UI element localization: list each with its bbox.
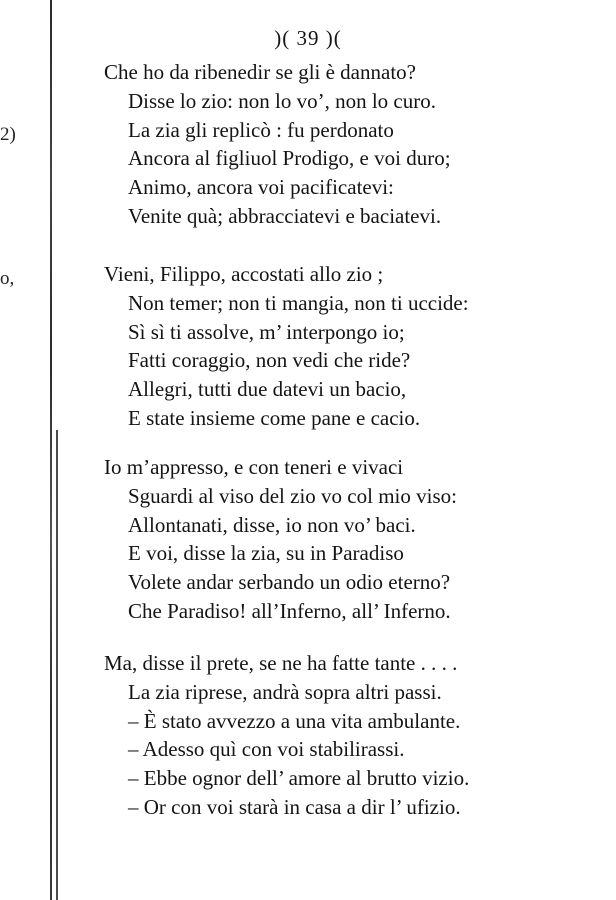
verse-line: Venite quà; abbracciatevi e baciatevi. [128,203,442,228]
verse-line: Io m’appresso, e con teneri e vivaci [104,455,404,479]
verse-line: La zia riprese, andrà sopra altri passi. [128,679,442,704]
page-number-header: )( 39 )( [274,26,342,50]
verse-line: Che Paradiso! all’Inferno, all’ Inferno. [128,598,451,623]
verse-line: Ancora al figliuol Prodigo, e voi duro; [128,146,451,171]
verse-line: Fatti coraggio, non vedi che ride? [128,348,411,373]
verse-line: Allontanati, disse, io non vo’ baci. [128,512,416,537]
verse-line: Animo, ancora voi pacificatevi: [128,175,394,200]
verse-line: Disse lo zio: non lo vo’, non lo curo. [128,88,436,113]
page-gutter-edge-inner [56,430,58,900]
verse-line: La zia gli replicò : fu perdonato [128,117,394,142]
verse-line: Allegri, tutti due datevi un bacio, [128,377,407,402]
verse-line: Ma, disse il prete, se ne ha fatte tante . . . . [104,651,458,675]
verse-line: Che ho da ribenedir se gli è dannato? [104,60,416,84]
verse-line: Sguardi al viso del zio vo col mio viso: [128,483,457,508]
verse-line: E voi, disse la zia, su in Paradiso [128,541,404,566]
verse-line: – È stato avvezzo a una vita ambulante. [128,708,461,733]
page-gutter-edge [50,0,52,900]
stanza-2 [104,260,604,433]
margin-mark: 2) [0,124,16,145]
verse-line: – Adesso quì con voi stabilirassi. [128,737,405,762]
stanza-3 [104,453,604,626]
margin-mark: o, [0,268,15,289]
verse-line: – Ebbe ognor dell’ amore al brutto vizio. [128,766,470,791]
stanza-4 [104,649,604,822]
verse-line: Non temer; non ti mangia, non ti uccide: [128,290,469,315]
stanza-1 [104,58,604,231]
verse-line: Sì sì ti assolve, m’ interpongo io; [128,319,405,344]
verse-line: E state insieme come pane e cacio. [128,405,421,430]
verse-line: – Or con voi starà in casa a dir l’ ufizio. [128,794,461,819]
verse-line: Vieni, Filippo, accostati allo zio ; [104,262,384,286]
verse-line: Volete andar serbando un odio eterno? [128,570,451,595]
